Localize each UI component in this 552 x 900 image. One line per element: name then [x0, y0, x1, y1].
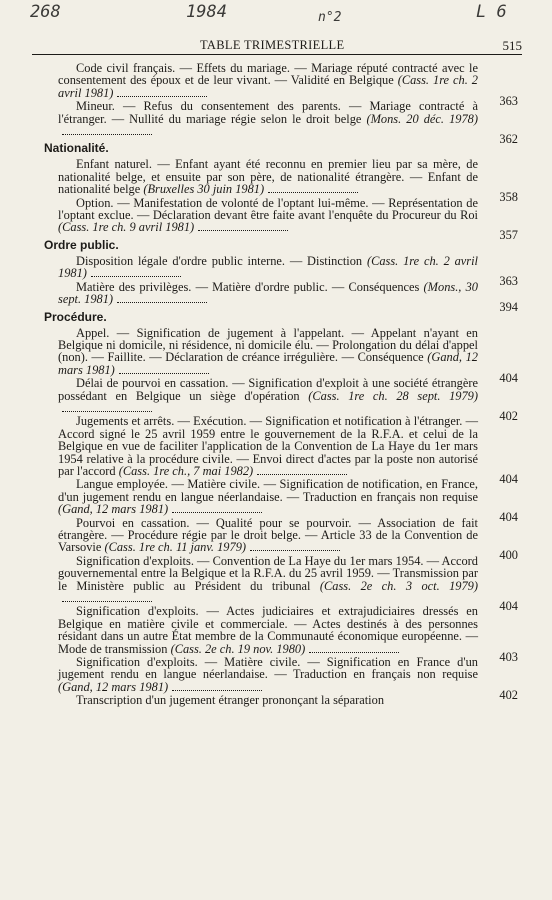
entry-citation: (Cass. 1re ch. 9 avril 1981) — [58, 220, 195, 235]
header-title: TABLE TRIMESTRIELLE — [200, 38, 345, 52]
entry-page-number: 404 — [499, 510, 518, 525]
entry-text: Code civil français. — Effets du mariage. — Mariage réputé contracté avec le consentement des époux et de leur vivant. — Validité en Belgique — [58, 61, 478, 88]
leader-dots — [91, 267, 181, 277]
index-entry — [48, 61, 518, 108]
leader-dots — [119, 364, 209, 374]
entry-page-number: 394 — [499, 300, 518, 315]
entry-page-number: 363 — [499, 274, 518, 289]
entry-citation: (Cass. 2e ch. 3 oct. 1979) — [319, 578, 478, 593]
entry-page-number: 358 — [499, 190, 518, 205]
entry-text: Option. — Manifestation de volonté de l'optant lui-même. — Représentation de l'optant exclue. — Déclaration devant être faite avant l'enquête du Procureur du Roi — [58, 195, 478, 223]
leader-dots — [309, 643, 399, 653]
entry-page-number: 362 — [499, 132, 518, 147]
section-heading: Procédure. — [44, 309, 107, 324]
entry-citation: (Cass. 1re ch. 28 sept. 1979) — [308, 388, 478, 403]
entry-citation: (Cass. 1re ch., 7 mai 1982) — [118, 463, 254, 478]
entry-page-number: 400 — [499, 548, 518, 563]
entry-text: Signification d'exploits. — Actes judiciaires et extrajudiciaires dressés en Belgique en matière civile et commerciale. — Actes destinés à des personnes résidant dans un autre État membre de la Communauté économique européenne. — Mode de transmission — [58, 604, 478, 656]
entry-citation: (Bruxelles 30 juin 1981) — [143, 182, 265, 197]
entry-page-number: 402 — [499, 687, 518, 702]
handwritten-note-1984: 1984 — [186, 2, 227, 22]
entry-text: Matière des privilèges. — Matière d'ordre public. — Conséquences — [76, 279, 420, 294]
index-content — [44, 61, 518, 708]
entry-citation: (Mons. 20 déc. 1978) — [366, 111, 478, 126]
leader-dots — [172, 681, 262, 691]
entry-citation: (Gand, 12 mars 1981) — [58, 679, 169, 694]
index-entry — [48, 195, 518, 243]
entry-text: Signification d'exploits. — Convention de La Haye du 1er mars 1954. — Accord gouvernemental entre la Belgique et la R.F.A. du 25 avril 1959. — Transmission par le Ministère public au Président du tribunal — [58, 553, 478, 593]
entry-text: Disposition légale d'ordre public interne. — Distinction — [76, 253, 363, 268]
index-entry — [48, 604, 518, 664]
entry-citation: (Gand, 12 mars 1981) — [58, 502, 169, 517]
entry-page-number: 404 — [499, 599, 518, 614]
index-entry — [48, 553, 518, 614]
entry-text: Langue employée. — Matière civile. — Signification de notification, en France, d'un jugement rendu en langue néerlandaise. — Traduction en français non requise — [58, 477, 478, 504]
entry-page-number: 404 — [499, 471, 518, 486]
index-entry — [48, 376, 518, 423]
entry-text: Enfant naturel. — Enfant ayant été reconnu en premier lieu par sa mère, de nationalité belge, et ensuite par son père, de nationalité étrangère. — Enfant de nationalité belge — [58, 157, 478, 197]
index-entry — [48, 279, 518, 315]
leader-dots — [62, 402, 152, 412]
leader-dots — [250, 541, 340, 551]
entry-citation: (Cass. 1re ch. 2 avril 1981) — [58, 253, 478, 281]
entry-text: Jugements et arrêts. — Exécution. — Signification et notification à l'étranger. — Accord signé le 25 avril 1959 entre le gouvernement de la R.F.A. et celui de la Belgique en vue de faciliter l'application de la Convention de La Haye du 1er mars 1954 relative à la procédure civile. — Envoi direct d'actes par la poste non autorisé par l'accord — [58, 414, 478, 478]
leader-dots — [117, 293, 207, 303]
entry-citation: (Cass. 1re ch. 2 avril 1981) — [58, 73, 478, 100]
entry-page-number: 363 — [499, 93, 518, 108]
handwritten-note-l6: L 6 — [476, 2, 507, 22]
entry-text: Transcription d'un jugement étranger prononçant la séparation — [76, 693, 385, 708]
entry-page-number: 357 — [499, 228, 518, 243]
leader-dots — [62, 592, 152, 602]
entry-page-number: 403 — [499, 649, 518, 664]
running-header — [32, 36, 522, 55]
entry-citation: (Cass. 1re ch. 11 janv. 1979) — [104, 540, 247, 555]
index-entry — [48, 694, 518, 706]
leader-dots — [172, 503, 262, 513]
index-entry — [48, 515, 518, 563]
entry-text: Pourvoi en cassation. — Qualité pour se pourvoir. — Association de fait étrangère. — Procédure régie par le droit belge. — Article 33 de la Convention de Varsovie — [58, 515, 478, 555]
entry-citation: (Mons., 30 sept. 1981) — [58, 279, 478, 307]
entry-page-number: 402 — [499, 408, 518, 423]
section-heading: Ordre public. — [44, 237, 119, 252]
index-entry — [48, 477, 518, 525]
index-entry — [48, 325, 518, 385]
entry-text: Délai de pourvoi en cassation. — Signification d'exploit à une société étrangère possédant en Belgique un siège d'opération — [58, 376, 478, 403]
index-entry — [48, 99, 518, 147]
entry-text: Appel. — Signification de jugement à l'appelant. — Appelant n'ayant en Belgique ni domicile, ni résidence, ni domicile élu. — Prolongation du délai d'appel (non). — Faillite. — Déclaration de créance irrégulière. — Conséquence — [58, 325, 478, 365]
leader-dots — [257, 465, 347, 475]
entry-citation: (Cass. 2e ch. 19 nov. 1980) — [170, 641, 306, 656]
handwritten-note-n2: n°2 — [318, 10, 342, 25]
leader-dots — [62, 125, 152, 135]
page-number: 515 — [502, 38, 522, 53]
entry-text: Signification d'exploits. — Matière civile. — Signification en France d'un jugement rendu en langue néerlandaise. — Traduction en français non requise — [58, 655, 478, 682]
entry-citation: (Gand, 12 mars 1981) — [58, 350, 479, 377]
leader-dots — [117, 87, 207, 97]
leader-dots — [268, 183, 358, 193]
index-entry — [48, 414, 518, 486]
entry-page-number: 404 — [499, 370, 518, 385]
entry-text: Mineur. — Refus du consentement des parents. — Mariage contracté à l'étranger. — Nullité du mariage régie selon le droit belge — [58, 99, 478, 126]
section-heading: Nationalité. — [44, 141, 109, 156]
index-entry — [48, 157, 518, 205]
handwritten-note-268: 268 — [30, 2, 61, 22]
leader-dots — [198, 221, 288, 231]
